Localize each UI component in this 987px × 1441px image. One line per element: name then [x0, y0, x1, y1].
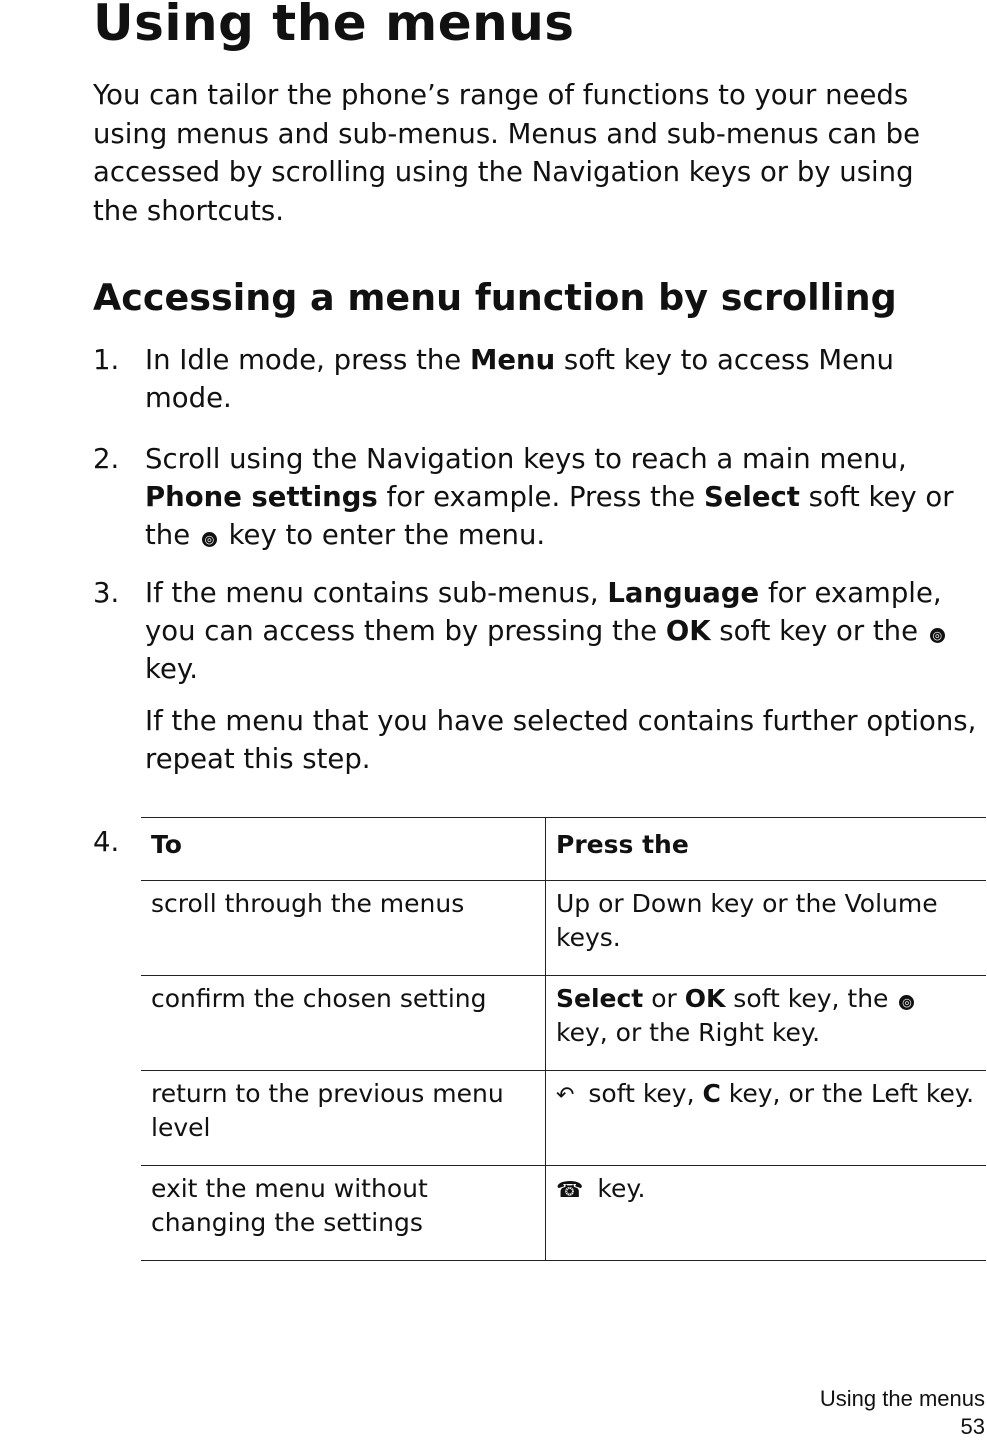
step-2	[93, 440, 983, 554]
step-3	[93, 574, 983, 778]
step-text: If the menu contains sub-menus, Language for example, you can access them by pressing the OK soft key or the ◎ key.	[145, 574, 983, 688]
intro-paragraph: You can tailor the phone’s range of functions to your needs using menus and sub-menus. Menus and sub-menus can be accessed by scrolling using the Navigation keys or by using the shortcuts.	[93, 79, 920, 227]
end-call-icon: ☎	[556, 1178, 584, 1203]
table-cell-to: confirm the chosen setting	[141, 976, 546, 1071]
table-cell-press: ☎ key.	[546, 1166, 987, 1261]
step-number: 2.	[93, 443, 120, 475]
step-text: In Idle mode, press the Menu soft key to access Menu mode.	[145, 344, 894, 414]
ok-key-icon: ◎	[202, 532, 217, 547]
column-header-press: Press the	[546, 818, 987, 881]
table-row	[141, 881, 986, 976]
table-cell-to: scroll through the menus	[141, 881, 546, 976]
ok-key-icon: ◎	[899, 995, 914, 1010]
page-footer	[820, 1385, 985, 1441]
table-cell-to: exit the menu without changing the settings	[141, 1166, 546, 1261]
ok-key-icon: ◎	[930, 628, 945, 643]
step-number: 1.	[93, 344, 120, 376]
footer-section-title: Using the menus	[819, 1386, 985, 1411]
table-header-row	[141, 818, 986, 881]
table-cell-press: Up or Down key or the Volume keys.	[546, 881, 987, 976]
table-row	[141, 1071, 986, 1166]
language-label: Language	[607, 577, 760, 609]
column-header-to: To	[141, 818, 546, 881]
page-number: 53	[960, 1414, 985, 1439]
key-function-table	[141, 817, 986, 1261]
menu-key-label: Menu	[469, 344, 556, 376]
step-4-number: 4.	[93, 826, 120, 858]
table-cell-to: return to the previous menu level	[141, 1071, 546, 1166]
step-text: Scroll using the Navigation keys to reach a main menu, Phone settings for example. Press the Select soft key or the ◎ key to enter the menu.	[145, 443, 954, 551]
back-arrow-icon: ↶	[556, 1083, 575, 1108]
page-title: Using the menus	[93, 0, 575, 52]
table-cell-press: Select or OK soft key, the ◎ key, or the Right key.	[546, 976, 987, 1071]
step-number: 3.	[93, 577, 120, 609]
section-heading: Accessing a menu function by scrolling	[93, 276, 897, 319]
select-key-label: Select	[703, 481, 800, 513]
step-1	[93, 341, 983, 417]
step-note: If the menu that you have selected contains further options, repeat this step.	[145, 705, 977, 775]
table-row	[141, 976, 986, 1071]
phone-settings-label: Phone settings	[145, 481, 378, 513]
table-cell-press: ↶ soft key, C key, or the Left key.	[546, 1071, 987, 1166]
ok-key-label: OK	[665, 615, 711, 647]
table-row	[141, 1166, 986, 1261]
